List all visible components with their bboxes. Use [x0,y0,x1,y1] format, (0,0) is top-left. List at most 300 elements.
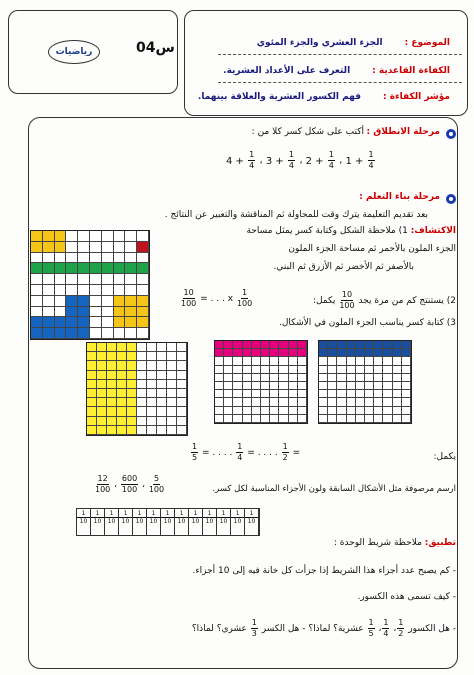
grid-cell [125,317,137,328]
grid-cell [97,361,107,370]
grid-cell [167,407,177,416]
grid-cell [243,382,252,390]
grid-cell [270,398,279,406]
apply-q2: - كيف تسمى هذه الكسور. [357,592,456,602]
grid-cell [298,366,307,374]
header-section [8,10,468,116]
grid-cell [127,426,137,435]
grid-cell [157,343,167,352]
launch-title: مرحلة الانطلاق : [366,127,440,137]
grid-cell [252,357,261,365]
grid-cell [347,357,356,365]
grid-cell [270,357,279,365]
grid-cell [289,357,298,365]
grid-cell [177,407,187,416]
grid-cell [402,415,411,423]
bullet-icon [446,194,456,204]
strip-cell: 1 10 [217,509,231,535]
grid-cell [252,415,261,423]
grid-cell [137,263,149,274]
grid-cell [383,341,392,349]
grid-cell [137,371,147,380]
grid-cell [66,317,78,328]
grid-cell [289,382,298,390]
grid-cell [298,398,307,406]
grid-cell [97,352,107,361]
indicator-value: فهم الكسور العشرية والعلاقة بينهما. [197,92,361,102]
grid-cell [374,341,383,349]
grid-cell [147,426,157,435]
grid-cell [102,317,114,328]
grid-cell [224,407,233,415]
grid-cell [356,390,365,398]
grid-cell [97,389,107,398]
grid-cell [127,352,137,361]
divider [218,82,462,83]
grid-cell [347,349,356,357]
grid-cell [270,407,279,415]
grid-cell [87,426,97,435]
grid-cell [243,398,252,406]
grid-cell [167,398,177,407]
grid-cell [365,407,374,415]
grid-cell [337,349,346,357]
grid-cell [356,349,365,357]
strip-cell: 1 10 [175,509,189,535]
grid-cell [87,417,97,426]
strip-cell: 1 10 [133,509,147,535]
build-title: مرحلة بناء التعلم : [359,192,440,202]
apply-q1: - كم يصبح عدد أجزاء هذا الشريط إذا جزأت كل خانة فيه إلى 10 أجزاء. [192,566,456,576]
grid-cell [347,374,356,382]
grid-cell [393,382,402,390]
grid-cell [127,361,137,370]
grid-cell [157,389,167,398]
grid-cell [279,407,288,415]
grid-cell [157,380,167,389]
colored-hundred-grid [30,230,150,340]
discover-line2: الجزء الملون بالأحمر ثم مساحة الجزء الملون [288,244,456,254]
grid-cell [383,366,392,374]
grid-cell [114,285,126,296]
grid-cell [137,274,149,285]
discover-line3: بالأصفر ثم الأخضر ثم الأزرق ثم البني. [273,262,414,272]
grid-cell [78,231,90,242]
grid-cell [328,407,337,415]
grid-cell [402,398,411,406]
grid-cell [137,389,147,398]
grid-cell [78,307,90,318]
grid-cell [365,390,374,398]
grid-cell [167,371,177,380]
grid-cell [78,328,90,339]
expr-1: 4 + $\frac{1}{4}$ [226,150,255,170]
grid-cell [224,341,233,349]
grid-cell [243,374,252,382]
grid-cell [107,343,117,352]
grid-cell [319,357,328,365]
grid-cell [167,380,177,389]
grid-cell [137,426,147,435]
grid-cell [233,357,242,365]
grid-cell [90,274,102,285]
grid-cell [102,274,114,285]
grid-cell [279,415,288,423]
grid-cell [78,253,90,264]
grid-cell [90,263,102,274]
grid-cell [298,357,307,365]
grid-cell [55,263,67,274]
grid-cell [125,242,137,253]
grid-cell [224,357,233,365]
grid-cell [55,296,67,307]
grid-cell [114,274,126,285]
grid-cell [78,285,90,296]
grid-cell [137,407,147,416]
grid-cell [66,307,78,318]
grid-cell [233,341,242,349]
competence-row [223,66,450,76]
grid-cell [289,374,298,382]
grid-cell [279,357,288,365]
grid-cell [66,328,78,339]
grid-cell [114,263,126,274]
grid-cell [157,417,167,426]
grid-cell [127,417,137,426]
grid-cell [117,398,127,407]
lesson-code: س04 [136,40,175,56]
grid-cell [43,263,55,274]
grid-cell [402,349,411,357]
grid-cell [87,380,97,389]
grid-cell [43,307,55,318]
grid-cell [87,371,97,380]
grid-cell [374,398,383,406]
grid-cell [167,426,177,435]
grid-cell [87,343,97,352]
grid-cell [298,374,307,382]
grid-cell [319,415,328,423]
grid-cell [279,374,288,382]
grid-cell [114,253,126,264]
grid-cell [137,296,149,307]
grid-cell [319,341,328,349]
grid-cell [298,349,307,357]
grid-cell [31,307,43,318]
grid-cell [97,343,107,352]
grid-cell [167,417,177,426]
grid-cell [215,349,224,357]
grid-cell [55,274,67,285]
grid-cell [127,371,137,380]
grid-cell [328,366,337,374]
grid-cell [102,328,114,339]
grid-cell [90,296,102,307]
grid-cell [147,417,157,426]
grid-cell [55,253,67,264]
grid-cell [224,415,233,423]
grid-cell [87,361,97,370]
topic-row [257,38,450,48]
grid-cell [107,380,117,389]
grid-cell [127,343,137,352]
grid-cell [365,374,374,382]
grid-cell [224,382,233,390]
complete-fractions: $\frac{1}{5}$ = . . . . $\frac{1}{4}$ = . . . . $\frac{1}{2}$ = [192,442,301,462]
grid-cell [125,307,137,318]
grid-cell [233,366,242,374]
grid-cell [270,382,279,390]
strip-cell: 1 10 [203,509,217,535]
grid-cell [137,242,149,253]
grid-cell [337,415,346,423]
grid-cell [337,407,346,415]
grid-cell [356,382,365,390]
grid-cell [328,349,337,357]
grid-cell [298,407,307,415]
grid-cell [374,390,383,398]
grid-cell [347,341,356,349]
strip-cell: 1 10 [119,509,133,535]
step2-equation: $\frac{10}{100}$ = . . . x $\frac{1}{100}$ [181,288,253,308]
grid-cell [383,390,392,398]
grid-cell [125,328,137,339]
grid-cell [117,352,127,361]
grid-cell [402,341,411,349]
grid-cell [97,417,107,426]
grid-cell [402,357,411,365]
grid-cell [289,407,298,415]
grid-cell [114,296,126,307]
grid-cell [374,415,383,423]
grid-cell [90,307,102,318]
separator: ، [259,155,263,167]
grid-cell [319,382,328,390]
grid-cell [78,263,90,274]
grid-cell [289,349,298,357]
grid-cell [215,366,224,374]
indicator-key: مؤشر الكفاءة : [383,92,450,102]
grid-cell [117,371,127,380]
grid-cell [402,374,411,382]
grid-cell [43,231,55,242]
grid-cell [374,349,383,357]
grid-cell [243,366,252,374]
subject-badge: رياضيات [48,40,100,64]
grid-cell [137,417,147,426]
grid-cell [337,382,346,390]
grid-cell [261,382,270,390]
grid-cell [147,407,157,416]
unit-strip [76,508,260,536]
grid-cell [78,296,90,307]
grid-cell [147,398,157,407]
grid-cell [383,374,392,382]
discover-line1: الاكتشاف: 1) ملاحظة الشكل وكتابة كسر يمثل مساحة [246,226,456,236]
grid-cell [328,357,337,365]
grid-cell [393,390,402,398]
separator: ، [339,155,343,167]
grid-cell [279,341,288,349]
grid-cell [337,341,346,349]
grid-cell [383,382,392,390]
step3-line: 3) كتابة كسر يناسب الجزء الملون في الأشكال. [279,318,456,328]
grid-cell [102,263,114,274]
grid-cell [356,415,365,423]
grid-cell [270,415,279,423]
grid-cell [261,415,270,423]
launch-expressions [226,150,376,171]
grid-cell [383,398,392,406]
grid-cell [90,231,102,242]
grid-cell [252,341,261,349]
grid-cell [374,366,383,374]
grid-cell [43,242,55,253]
grid-cell [356,407,365,415]
grid-cell [97,398,107,407]
grid-cell [43,317,55,328]
grid-cell [319,349,328,357]
grid-cell [167,352,177,361]
grid-cell [365,357,374,365]
grid-cell [319,407,328,415]
grid-cell [107,407,117,416]
grid-cell [393,357,402,365]
grid-cell [261,390,270,398]
grid-cell [393,407,402,415]
grid-cell [177,352,187,361]
grid-cell [261,398,270,406]
grid-cell [393,349,402,357]
grid-cell [252,349,261,357]
grid-cell [55,317,67,328]
grid-cell [383,407,392,415]
expr-4: 1 + $\frac{1}{4}$ [345,150,374,170]
grid-cell [97,426,107,435]
grid-cell [337,390,346,398]
grid-cell [102,231,114,242]
grid-cell [117,407,127,416]
grid-cell [233,415,242,423]
grid-cell [243,407,252,415]
grid-cell [215,374,224,382]
grid-cell [224,349,233,357]
grid-cell [328,382,337,390]
grid-cell [157,407,167,416]
grid-cell [261,407,270,415]
grid-cell [147,380,157,389]
grid-cell [393,341,402,349]
grid-cell [102,296,114,307]
grid-cell [125,263,137,274]
grid-cell [261,357,270,365]
grid-cell [243,415,252,423]
grid-cell [78,274,90,285]
grid-cell [233,374,242,382]
grid-cell [319,374,328,382]
grid-cell [31,263,43,274]
grid-cell [252,382,261,390]
grid-cell [66,253,78,264]
strip-cell: 1 10 [161,509,175,535]
grid-cell [66,231,78,242]
grid-cell [55,328,67,339]
grid-cell [117,417,127,426]
grid-cell [137,352,147,361]
grid-cell [252,390,261,398]
grid-cell [270,349,279,357]
expr-3: 2 + $\frac{1}{4}$ [305,150,334,170]
grid-cell [383,415,392,423]
apply-q3: - هل الكسور $\frac{1}{2}$ ، $\frac{1}{4}$ ، $\frac{1}{5}$ عشرية؟ لماذا؟ - هل الكسر $\frac{1}{3}$ عشري؟ لماذا؟ [191,618,456,638]
grid-cell [279,398,288,406]
grid-cell [102,242,114,253]
grid-cell [356,374,365,382]
grid-cell [215,398,224,406]
grid-cell [177,361,187,370]
grid-cell [383,349,392,357]
grid-cell [337,366,346,374]
grid-cell [147,389,157,398]
grid-cell [87,389,97,398]
grid-cell [215,382,224,390]
grid-cell [31,296,43,307]
grid-cell [127,398,137,407]
grid-cell [117,380,127,389]
blue-grid [318,340,412,424]
grid-cell [393,398,402,406]
grid-cell [147,371,157,380]
grid-cell [43,296,55,307]
grid-cell [78,317,90,328]
grid-cell [43,328,55,339]
build-intro: بعد تقديم التعليمة يترك وقت للمحاولة ثم المناقشة والتعبير عن النتائج . [164,210,428,220]
grid-cell [383,357,392,365]
grid-cell [127,389,137,398]
grid-cell [177,389,187,398]
grid-cell [279,349,288,357]
grid-cell [31,317,43,328]
grid-cell [347,407,356,415]
grid-cell [347,390,356,398]
grid-cell [224,398,233,406]
grid-cell [319,398,328,406]
grid-cell [252,366,261,374]
grid-cell [66,242,78,253]
grid-cell [55,285,67,296]
grid-cell [356,341,365,349]
grid-cell [157,371,167,380]
grid-cell [177,343,187,352]
grid-cell [337,398,346,406]
grid-cell [66,263,78,274]
grid-cell [270,366,279,374]
grid-cell [137,398,147,407]
grid-cell [55,307,67,318]
grid-cell [347,398,356,406]
grid-cell [87,398,97,407]
grid-cell [374,357,383,365]
grid-cell [270,341,279,349]
grid-cell [177,426,187,435]
indicator-row [198,92,450,102]
grid-cell [279,382,288,390]
grid-cell [114,307,126,318]
grid-cell [365,398,374,406]
grid-cell [90,328,102,339]
grid-cell [107,371,117,380]
grid-cell [107,361,117,370]
